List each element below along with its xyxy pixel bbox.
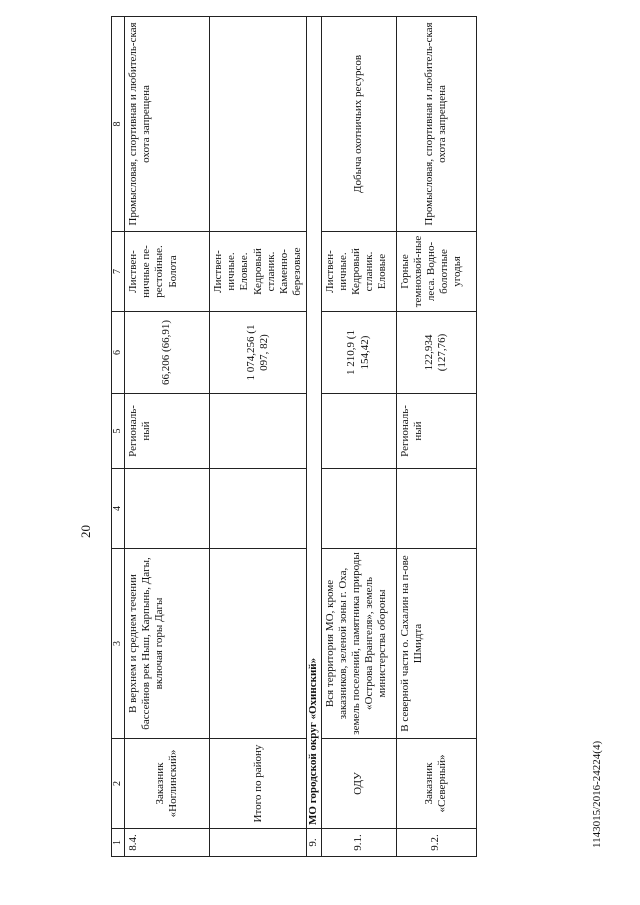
total-label: Итого по району	[210, 739, 307, 829]
empty-cell	[210, 394, 307, 469]
status-cell: Региональ-ный	[396, 394, 476, 469]
hunting-use: Промысловая, спортивная и любитель-ская охота запрещена	[396, 17, 476, 232]
location-description: В верхнем и среднем течении бассейнов рек Ныш, Карпынь, Дагы, включая горы Дагы	[125, 549, 210, 739]
empty-cell	[396, 469, 476, 549]
row-number: 9.1.	[321, 829, 396, 857]
forest-type: Горные темнохвой-ные леса. Водно-болотные угодья	[396, 232, 476, 312]
location-description: Вся территория МО, кроме заказников, зеленой зоны г. Оха, земель поселений, памятника природы «Острова Врангеля», земель министерства обороны	[321, 549, 396, 739]
table-row-9-1	[321, 17, 396, 857]
forest-type: Листвен-ничные. Еловые. Кедровый стланик. Каменно-березовые	[210, 232, 307, 312]
table-row-total	[210, 17, 307, 857]
col-number-1: 1	[112, 829, 125, 857]
col-number-8: 8	[112, 17, 125, 232]
area-name: ОДУ	[321, 739, 396, 829]
area-value: 66,206 (66,91)	[125, 312, 210, 394]
table-row-8-4	[125, 17, 210, 857]
col-number-4: 4	[112, 469, 125, 549]
empty-cell	[321, 469, 396, 549]
empty-cell	[210, 829, 307, 857]
empty-cell	[210, 549, 307, 739]
empty-cell	[321, 394, 396, 469]
column-number-row	[112, 17, 125, 857]
total-area-value: 1 074,256 (1 097, 82)	[210, 312, 307, 394]
forest-type: Листвен-ничные. Кедровый стланик. Еловые	[321, 232, 396, 312]
area-name: Заказник «Ноглинский»	[125, 739, 210, 829]
empty-cell	[125, 469, 210, 549]
hunting-use: Промысловая, спортивная и любитель-ская охота запрещена	[125, 17, 210, 232]
table-row-9-2	[396, 17, 476, 857]
section-number: 9.	[307, 829, 321, 857]
row-number: 9.2.	[396, 829, 476, 857]
col-number-6: 6	[112, 312, 125, 394]
hunting-use: Добыча охотничьих ресурсов	[321, 17, 396, 232]
section-row-9	[307, 17, 321, 857]
document-table	[111, 17, 471, 857]
area-value: 122,934 (127,76)	[396, 312, 476, 394]
row-number: 8.4.	[125, 829, 210, 857]
empty-cell	[210, 469, 307, 549]
col-number-7: 7	[112, 232, 125, 312]
area-value: 1 210,9 (1 154,42)	[321, 312, 396, 394]
hunting-grounds-table	[111, 16, 477, 857]
col-number-2: 2	[112, 739, 125, 829]
document-footer-code: 1143015/2016-24224(4)	[591, 740, 603, 848]
area-name: Заказник «Северный»	[396, 739, 476, 829]
status-cell: Региональ-ный	[125, 394, 210, 469]
col-number-5: 5	[112, 394, 125, 469]
col-number-3: 3	[112, 549, 125, 739]
location-description: В северной части о. Сахалин на п-ове Шмидта	[396, 549, 476, 739]
page-number: 20	[78, 525, 93, 538]
section-title: МО городской округ «Охинский»	[307, 17, 321, 829]
forest-type: Листвен-ничные пе-рестойные. Болота	[125, 232, 210, 312]
empty-cell	[210, 17, 307, 232]
